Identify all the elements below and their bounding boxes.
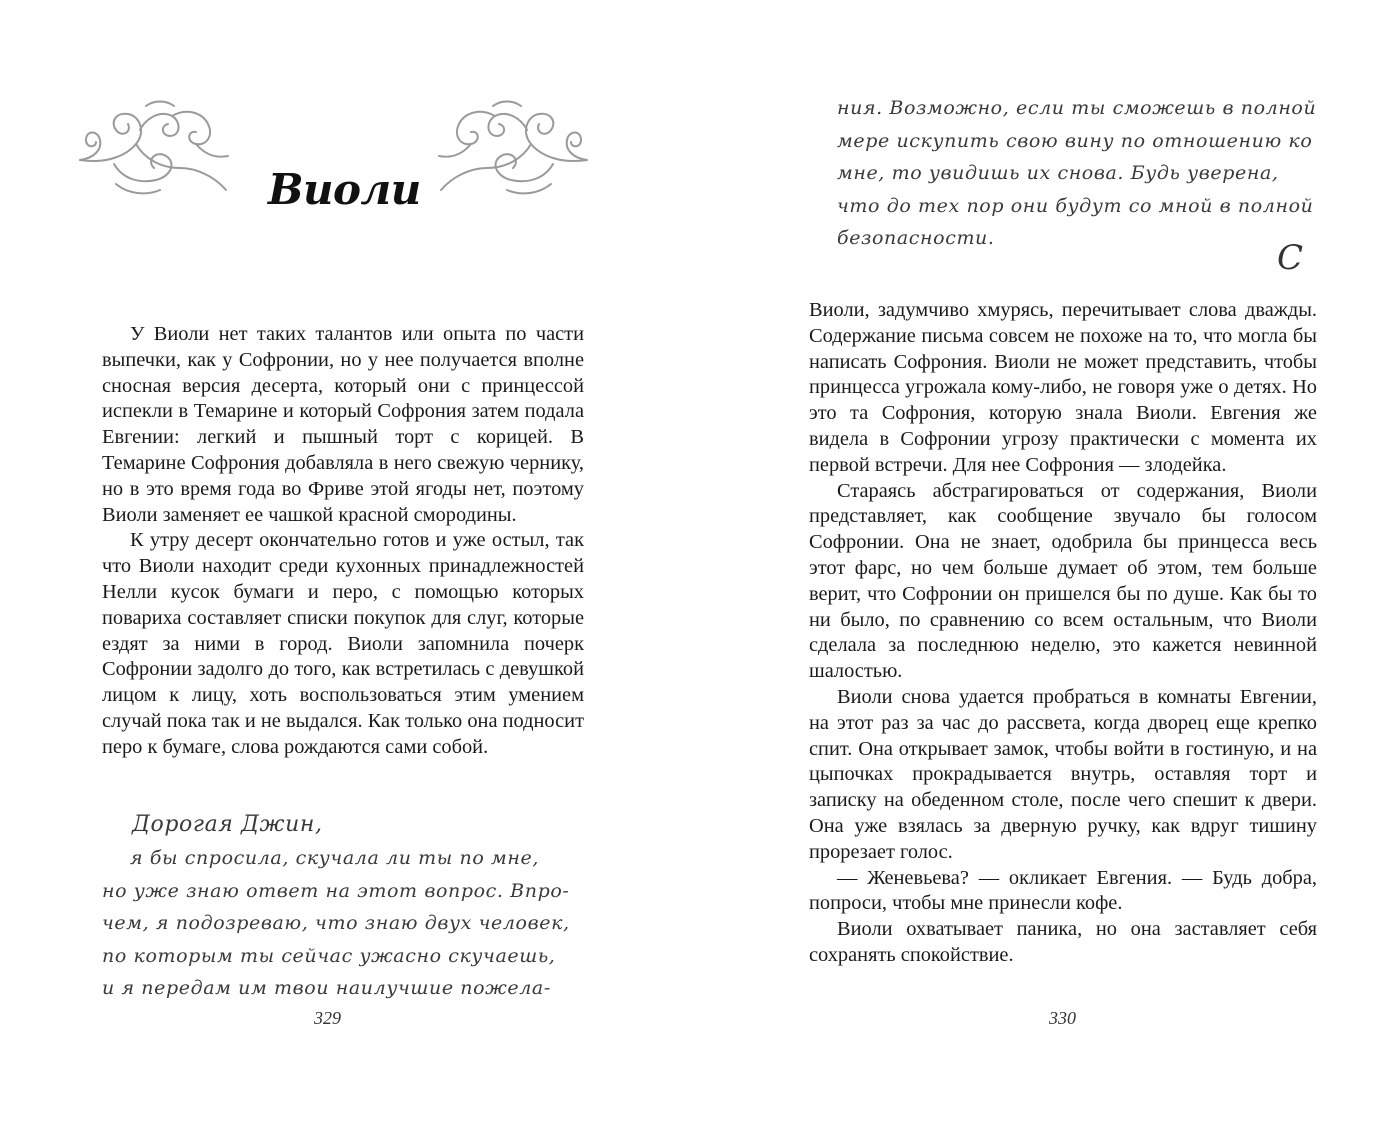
letter-line: ния. Возможно, если ты сможешь в полной (837, 97, 1317, 119)
letter-line: я бы спросила, скучала ли ты по мне, (130, 847, 539, 869)
paragraph: К утру десерт окончательно готов и уже остыл, так что Виоли находит среди кухонных принадлежностей Нелли кусок бумаги и перо, с помощью которых повариха составляет списки покупок для слуг, которые ездят за ними в город. Виоли запомнила почерк Софронии задолго до того, как встретилась с девушкой лицом к лицу, хоть воспользоваться этим умением случай пока так и не выдался. Как только она подносит перо к бумаге, слова рождаются сами собой. (102, 529, 584, 758)
letter-line: но уже знаю ответ на этот вопрос. Впро- (102, 879, 570, 902)
paragraph: — Женевьева? — окликает Евгения. — Будь добра, попроси, чтобы мне принесли кофе. (809, 866, 1317, 915)
letter-line: и я передам им твои наилучшие пожела- (102, 977, 551, 999)
paragraph: Виоли снова удается пробраться в комнаты Евгении, на этот раз за час до рассвета, когда дворец еще крепко спит. Она открывает замок, чтобы войти в гостиную, и на цыпочках прокрадывается внутрь, оставляя торт и записку на обеденном столе, после чего спешит к двери. Она уже взялась за дверную ручку, как вдруг тишину прорезает голос. (809, 685, 1317, 863)
letter-line: чем, я подозреваю, что знаю двух человек, (102, 912, 570, 934)
letter-line: мне, то увидишь их снова. Будь уверена, (837, 162, 1279, 184)
letter-salutation: Дорогая Джин, (132, 812, 323, 837)
handwritten-letter-part-1 (102, 808, 572, 1005)
chapter-title: Виоли (268, 165, 421, 214)
paragraph: У Виоли нет таких талантов или опыта по части выпечки, как у Софронии, но у нее получается вполне сносная версия десерта, который они с принцессой испекли в Темарине и который Софрония затем подала Евгении: легкий и пышный торт с корицей. В Темарине Софрония добавляла в него свежую чернику, но в это время года во Фриве этой ягоды нет, поэтому Виоли заменяет ее чашкой красной смородины. (102, 323, 584, 526)
letter-line: по которым ты сейчас ужасно скучаешь, (102, 944, 556, 967)
handwritten-letter-part-2 (837, 92, 1317, 255)
page-number-right: 330 (1049, 1008, 1076, 1028)
paragraph: Виоли, задумчиво хмурясь, перечитывает слова дважды. Содержание письма совсем не похоже на то, что могла бы написать Софрония. Виоли не может представить, чтобы принцесса угрожала кому-либо, не говоря уже о детях. Но это та Софрония, которую знала Виоли. Евгения же видела в Софронии угрозу практически с момента их первой встречи. Для нее Софрония — злодейка. (809, 299, 1317, 476)
flourish-ornament-left-icon (76, 98, 231, 198)
right-body-text (809, 298, 1317, 969)
right-page (697, 0, 1394, 1125)
letter-line: что до тех пор они будут со мной в полной (837, 194, 1314, 217)
left-body-text (102, 322, 584, 761)
paragraph: Виоли охватывает паника, но она заставляет себя сохранять спокойствие. (809, 918, 1317, 966)
letter-signature: С (1277, 238, 1304, 278)
flourish-ornament-right-icon (436, 98, 591, 198)
letter-line: мере искупить свою вину по отношению ко (837, 129, 1313, 152)
letter-line: безопасности. (837, 227, 995, 249)
paragraph: Стараясь абстрагироваться от содержания, Виоли представляет, как сообщение звучало бы голосом Софронии. Она не знает, одобрила бы принцесса весь этот фарс, но чем больше думает об этом, тем больше верит, что Софронии он пришелся бы по душе. Как бы то ни было, по сравнению со всем остальным, что Виоли сделала за последнюю неделю, это кажется невинной шалостью. (809, 479, 1317, 683)
page-number-left: 329 (314, 1008, 341, 1028)
